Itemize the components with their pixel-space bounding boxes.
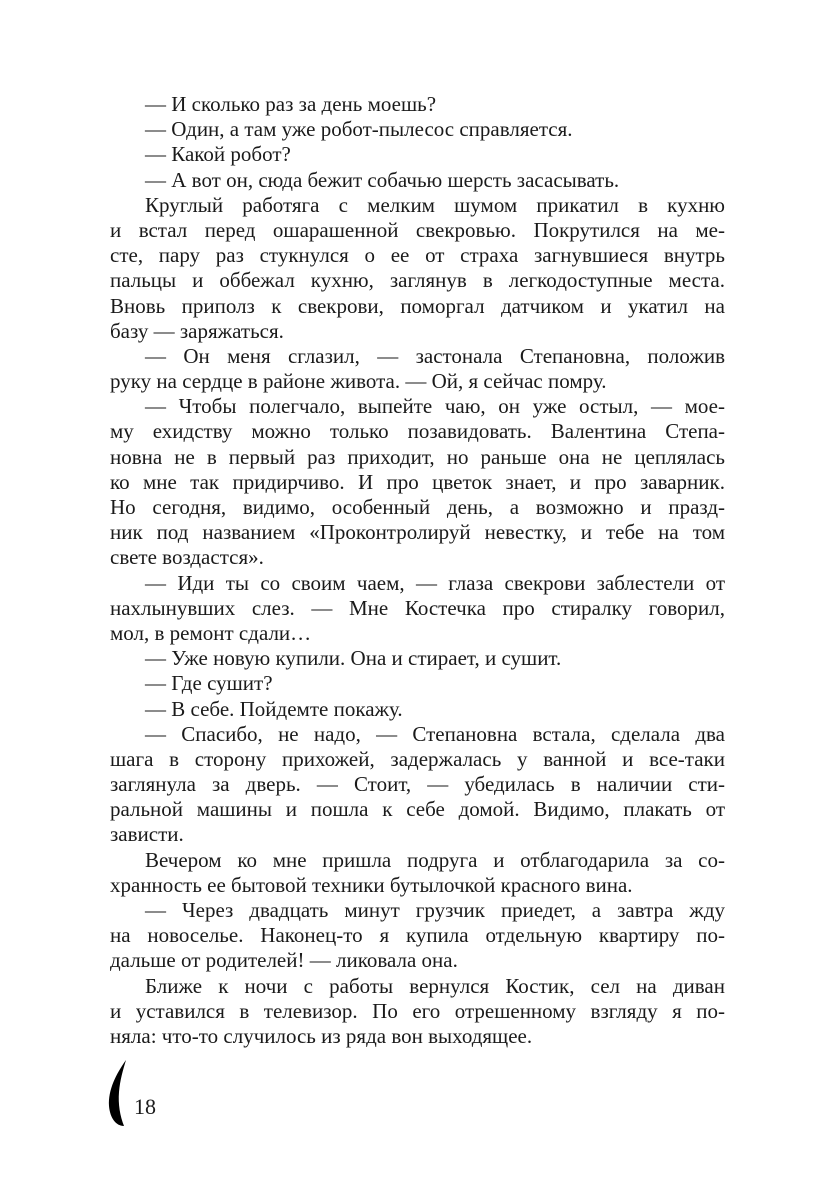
text-line: — Через двадцать минут грузчик приедет, а завтра жду [145, 898, 725, 922]
text-line: ко мне так придирчиво. И про цветок знает, и про заварник. [110, 469, 725, 494]
text-line: новна не в первый раз приходит, но раньше она не цеплялась [110, 444, 725, 469]
text-line: — В себе. Пойдемте покажу. [145, 696, 403, 721]
text-line: руку на сердце в районе живота. — Ой, я сейчас помру. [110, 369, 607, 394]
text-line: Ближе к ночи с работы вернулся Костик, сел на диван [145, 973, 725, 998]
text-line: — Какой робот? [145, 142, 291, 167]
text-line: базу — заряжаться. [110, 318, 284, 343]
text-line: пальцы и оббежал кухню, заглянув в легкодоступные места. [110, 268, 725, 293]
text-line: — Уже новую купили. Она и стирает, и сушит. [145, 646, 562, 671]
text-line: ральной машины и пошла к себе домой. Видимо, плакать от [110, 797, 725, 822]
text-line: ник под названием «Проконтролируй невестку, и тебе на том [110, 520, 725, 545]
text-line: зависти. [110, 822, 184, 847]
text-line: свете воздастся». [110, 545, 264, 570]
text-line: сте, пару раз стукнулся о ее от страха загнувшиеся внутрь [110, 243, 725, 268]
text-line: Но сегодня, видимо, особенный день, а возможно и празд- [110, 495, 725, 519]
text-line: и уставился в телевизор. По его отрешенному взгляду я по- [110, 998, 725, 1023]
text-line: — Чтобы полегчало, выпейте чаю, он уже остыл, — мое- [145, 394, 725, 419]
text-line: — Спасибо, не надо, — Степановна встала, сделала два [145, 721, 725, 746]
text-line: шага в сторону прихожей, задержалась у ванной и все-таки [110, 746, 725, 771]
text-line: — Иди ты со своим чаем, — глаза свекрови заблестели от [145, 570, 725, 595]
leaf-icon [106, 1058, 132, 1128]
text-line: заглянула за дверь. — Стоит, — убедилась в наличии сти- [110, 772, 725, 797]
text-line: му ехидству можно только позавидовать. Валентина Степа- [110, 419, 725, 444]
text-line: — Он меня сглазил, — застонала Степановна, положив [145, 343, 725, 368]
text-line: — Один, а там уже робот-пылесос справляется. [145, 117, 573, 142]
text-line: мол, в ремонт сдали… [110, 620, 312, 645]
text-line: дальше от родителей! — ликовала она. [110, 948, 458, 973]
text-line: — И сколько раз за день моешь? [145, 92, 437, 116]
book-page-text [110, 92, 725, 1049]
text-line: нахлынувших слез. — Мне Костечка про стиралку говорил, [110, 595, 725, 620]
page-footer [106, 1058, 186, 1128]
text-line: Вновь приполз к свекрови, поморгал датчиком и укатил на [110, 293, 725, 318]
text-line: Круглый работяга с мелким шумом прикатил в кухню [145, 192, 725, 217]
text-line: хранность ее бытовой техники бутылочкой красного вина. [110, 872, 633, 897]
text-line: на новоселье. Наконец-то я купила отдельную квартиру по- [110, 923, 725, 948]
text-line: — А вот он, сюда бежит собачью шерсть засасывать. [145, 167, 620, 192]
text-line: Вечером ко мне пришла подруга и отблагодарила за со- [145, 847, 725, 872]
text-line: и встал перед ошарашенной свекровью. Покрутился на ме- [110, 217, 725, 242]
text-line: — Где сушит? [145, 671, 273, 696]
page-number: 18 [134, 1094, 156, 1119]
text-line: няла: что-то случилось из ряда вон выходящее. [110, 1023, 533, 1048]
